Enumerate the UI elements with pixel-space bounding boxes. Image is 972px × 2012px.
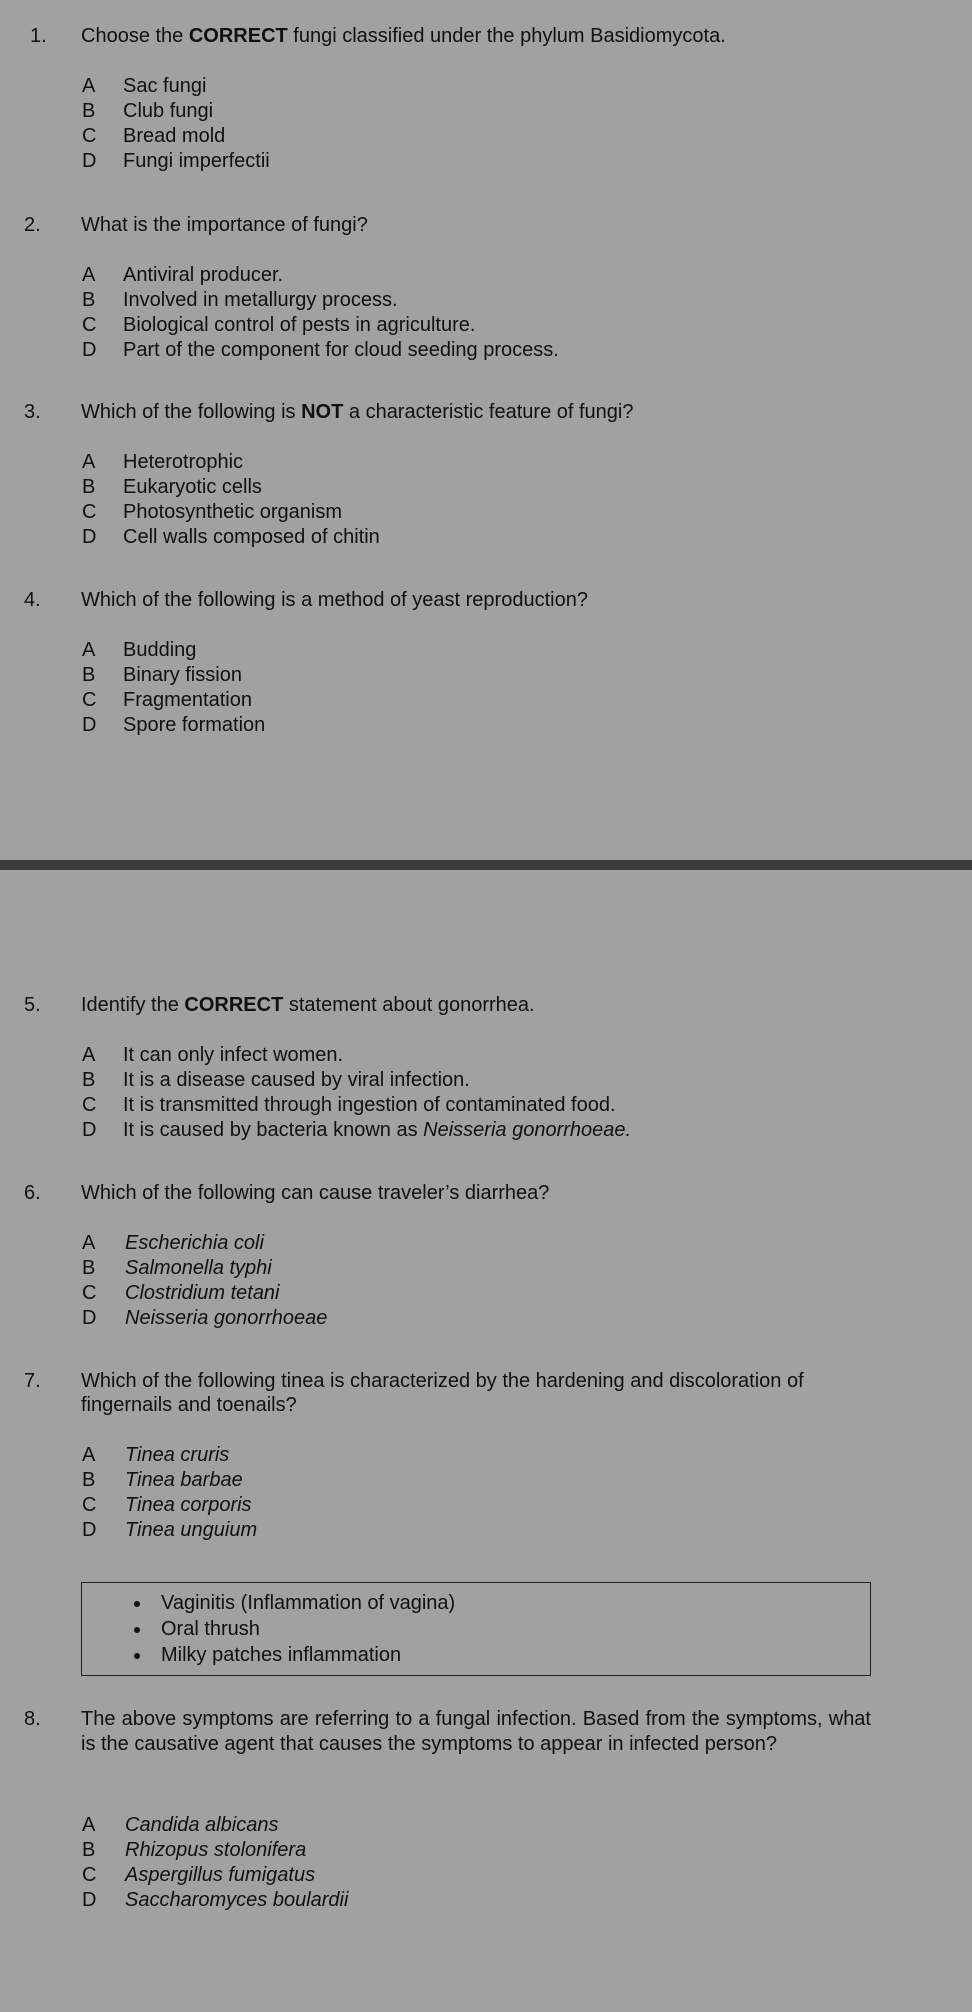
option-a[interactable]: A Escherichia coli (82, 1232, 264, 1254)
question-number: 5. (24, 994, 41, 1016)
option-a[interactable]: A Heterotrophic (82, 451, 244, 473)
question-number: 1. (30, 25, 47, 47)
option-d[interactable]: D Tinea unguium (82, 1519, 258, 1541)
bullet-icon (134, 1601, 140, 1607)
option-d[interactable]: D Spore formation (82, 714, 266, 736)
question-text: The above symptoms are referring to a fungal infection. Based from the symptoms, what is the causative agent that causes the symptoms to appear in infected person? (81, 1708, 871, 1755)
option-c[interactable]: C Clostridium tetani (82, 1282, 280, 1304)
symptoms-box (81, 1582, 871, 1676)
option-d[interactable]: D Cell walls composed of chitin (82, 526, 380, 548)
question-text-line-2: fingernails and toenails? (81, 1394, 297, 1416)
option-b[interactable]: B Tinea barbae (82, 1469, 243, 1491)
option-d[interactable]: D Fungi imperfectii (82, 150, 270, 172)
question-number: 8. (24, 1708, 41, 1730)
option-a[interactable]: A Budding (82, 639, 197, 661)
option-a[interactable]: A Sac fungi (82, 75, 207, 97)
option-d[interactable]: D Saccharomyces boulardii (82, 1889, 349, 1911)
question-text: Which of the following is a method of yeast reproduction? (81, 589, 588, 611)
question-number: 7. (24, 1370, 41, 1392)
option-c[interactable]: C Tinea corporis (82, 1494, 252, 1516)
question-2 (0, 213, 972, 363)
option-b[interactable]: B Involved in metallurgy process. (82, 289, 398, 311)
option-d[interactable]: D Part of the component for cloud seeding process. (82, 339, 559, 361)
page-divider (0, 860, 972, 870)
question-number: 6. (24, 1182, 41, 1204)
question-3 (0, 400, 972, 550)
question-8 (0, 1707, 972, 1913)
option-c[interactable]: C It is transmitted through ingestion of contaminated food. (82, 1094, 616, 1116)
option-b[interactable]: B Rhizopus stolonifera (82, 1839, 307, 1861)
question-text: Identify the CORRECT statement about gonorrhea. (81, 994, 535, 1016)
option-a[interactable]: A Tinea cruris (82, 1444, 230, 1466)
question-1 (0, 24, 972, 174)
bullet-icon (134, 1653, 140, 1659)
question-text-line-1: Which of the following tinea is characterized by the hardening and discoloration of (81, 1370, 804, 1392)
option-c[interactable]: C Photosynthetic organism (82, 501, 343, 523)
option-d[interactable]: D It is caused by bacteria known as Neisseria gonorrhoeae. (82, 1119, 632, 1141)
option-c[interactable]: C Biological control of pests in agriculture. (82, 314, 476, 336)
question-5 (0, 993, 972, 1143)
question-7 (0, 1369, 972, 1543)
option-d[interactable]: D Neisseria gonorrhoeae (82, 1307, 328, 1329)
question-6 (0, 1181, 972, 1331)
option-b[interactable]: B Club fungi (82, 100, 214, 122)
option-c[interactable]: C Fragmentation (82, 689, 252, 711)
option-c[interactable]: C Bread mold (82, 125, 226, 147)
symptom-item: Oral thrush (82, 1616, 870, 1642)
option-a[interactable]: A Antiviral producer. (82, 264, 284, 286)
question-text: Choose the CORRECT fungi classified under the phylum Basidiomycota. (81, 25, 726, 47)
question-number: 4. (24, 589, 41, 611)
bullet-icon (134, 1627, 140, 1633)
option-a[interactable]: A It can only infect women. (82, 1044, 344, 1066)
option-b[interactable]: B It is a disease caused by viral infection. (82, 1069, 470, 1091)
option-b[interactable]: B Binary fission (82, 664, 242, 686)
question-text: Which of the following is NOT a characteristic feature of fungi? (81, 401, 634, 423)
exam-page-1 (0, 0, 972, 860)
option-c[interactable]: C Aspergillus fumigatus (82, 1864, 316, 1886)
question-text: Which of the following can cause traveler’s diarrhea? (81, 1182, 550, 1204)
option-b[interactable]: B Salmonella typhi (82, 1257, 272, 1279)
question-text: What is the importance of fungi? (81, 214, 368, 236)
question-number: 3. (24, 401, 41, 423)
question-4 (0, 588, 972, 738)
option-a[interactable]: A Candida albicans (82, 1814, 279, 1836)
question-number: 2. (24, 214, 41, 236)
symptom-item: Vaginitis (Inflammation of vagina) (82, 1590, 870, 1616)
option-b[interactable]: B Eukaryotic cells (82, 476, 262, 498)
symptom-item: Milky patches inflammation (82, 1642, 870, 1668)
